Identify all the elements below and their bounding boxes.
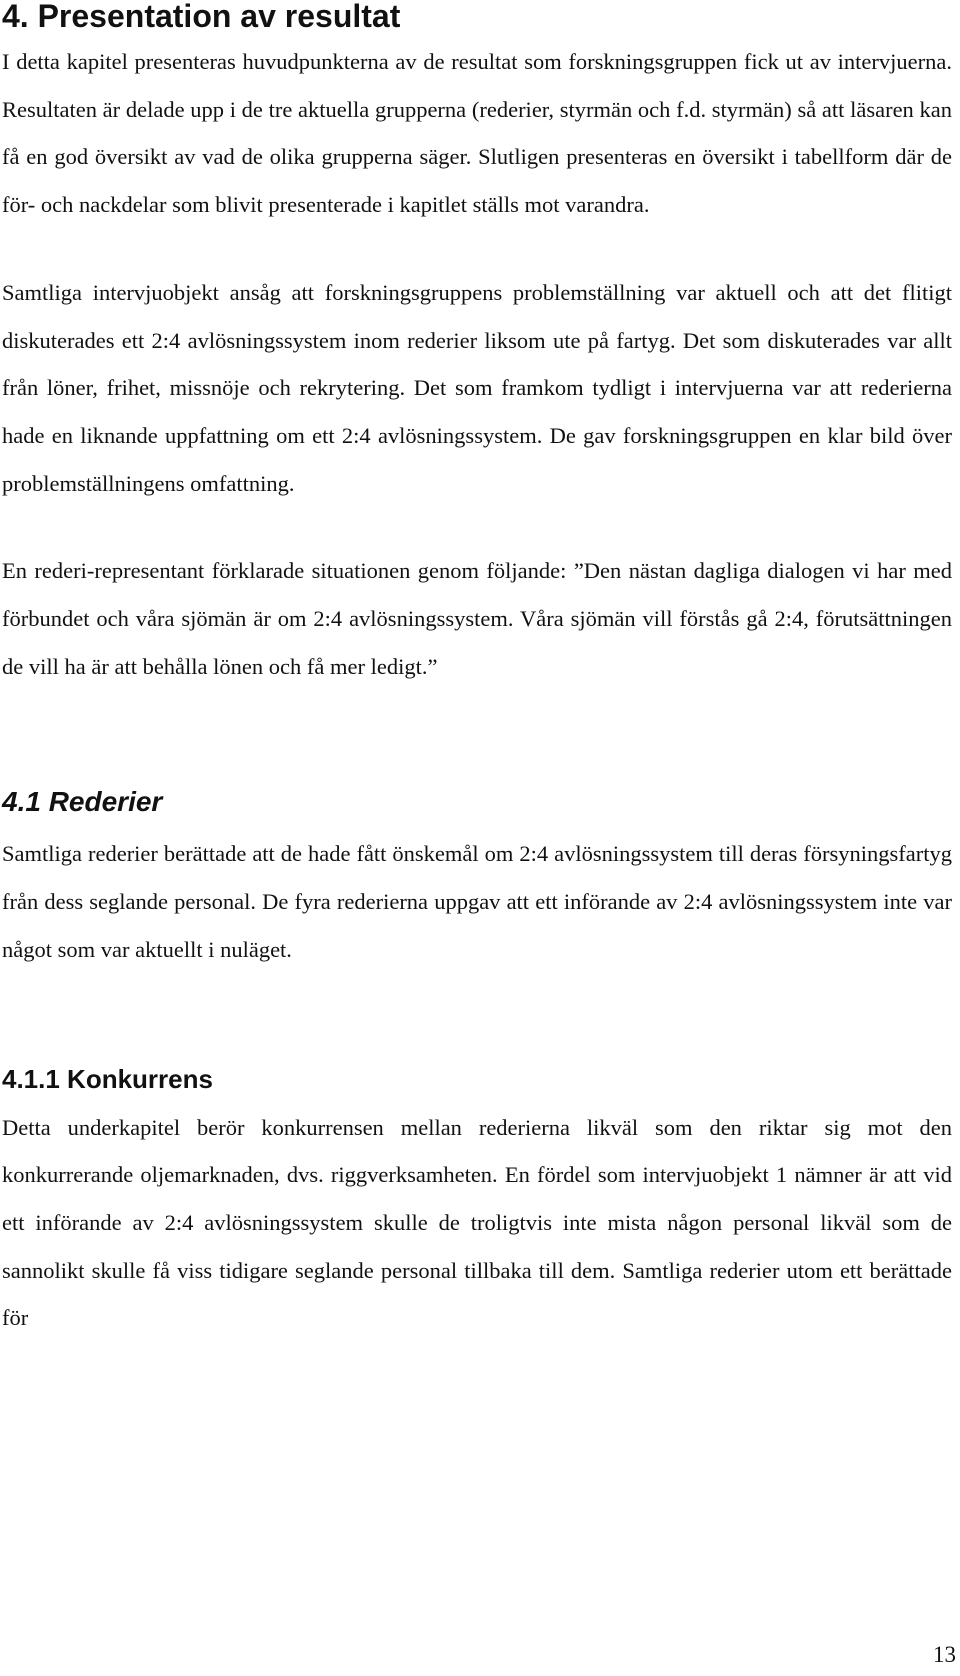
rederier-paragraph: Samtliga rederier berättade att de hade fått önskemål om 2:4 avlösningssystem till deras försyningsfartyg från dess seglande personal. De fyra rederierna uppgav att ett införande av 2:4 avlösningssystem inte var något som var aktuellt i nuläget. bbox=[2, 841, 952, 962]
konkurrens-paragraph: Detta underkapitel berör konkurrensen mellan rederierna likväl som den riktar sig mot den konkurrerande oljemarknaden, dvs. riggverksamheten. En fördel som intervjuobjekt 1 nämner är att vid ett införande av 2:4 avlösningssystem skulle de troligtvis inte mista någon personal likväl som de sannolikt skulle få viss tidigare seglande personal tillbaka till dem. Samtliga rederier utom ett berättade för bbox=[2, 1114, 952, 1331]
page-number: 13 bbox=[933, 1642, 956, 1667]
quote-paragraph: En rederi-representant förklarade situationen genom följande: ”Den nästan dagliga dialogen vi har med förbundet och våra sjömän är om 2:4 avlösningssystem. Våra sjömän vill förstås gå 2:4, förutsättningen de vill ha är att behålla lönen och få mer ledigt.” bbox=[2, 558, 952, 679]
section-heading-konkurrens: 4.1.1 Konkurrens bbox=[2, 1063, 213, 1094]
intro-paragraph: I detta kapitel presenteras huvudpunkterna av de resultat som forskningsgruppen fick ut av intervjuerna. Resultaten är delade upp i de tre aktuella grupperna (rederier, styrmän och f.d. styrmän) så att läsaren kan få en god översikt av vad de olika grupperna säger. Slutligen presenteras en översikt i tabellform där de för- och nackdelar som blivit presenterade i kapitlet ställs mot varandra. bbox=[2, 49, 952, 218]
section-heading-rederier: 4.1 Rederier bbox=[2, 786, 163, 818]
page-content bbox=[2, 0, 952, 1342]
chapter-heading: 4. Presentation av resultat bbox=[2, 0, 401, 34]
interview-summary-paragraph: Samtliga intervjuobjekt ansåg att forskningsgruppens problemställning var aktuell och att det flitigt diskuterades ett 2:4 avlösningssystem inom rederier liksom ute på fartyg. Det som diskuterades var allt från löner, frihet, missnöje och rekrytering. Det som framkom tydligt i intervjuerna var att rederierna hade en liknande uppfattning om ett 2:4 avlösningssystem. De gav forskningsgruppen en klar bild över problemställningens omfattning. bbox=[2, 279, 952, 496]
